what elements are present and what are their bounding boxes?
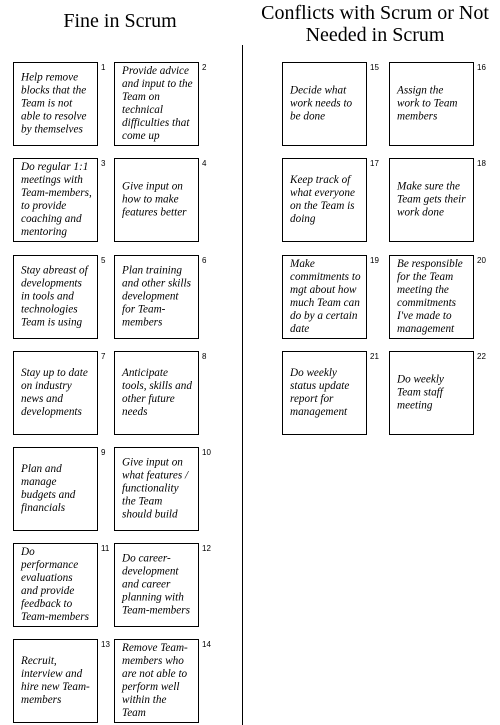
card-number: 16 <box>477 63 486 72</box>
card-8 <box>114 351 199 435</box>
card-text: Plan training and other skills development for Team-members <box>122 264 191 329</box>
card-19 <box>282 255 367 339</box>
card-6 <box>114 255 199 339</box>
card-text: Assign the work to Team members <box>397 84 458 123</box>
card-text: Make commitments to mgt about how much Team can do by a certain date <box>290 258 361 335</box>
card-number: 2 <box>202 63 207 72</box>
card-1 <box>13 62 98 146</box>
card-20 <box>389 255 474 339</box>
card-number: 13 <box>101 640 110 649</box>
card-text: Stay up to date on industry news and developments <box>21 367 88 418</box>
card-16 <box>389 62 474 146</box>
card-number: 1 <box>101 63 106 72</box>
card-text: Make sure the Team gets their work done <box>397 180 466 219</box>
card-number: 18 <box>477 159 486 168</box>
card-number: 15 <box>370 63 379 72</box>
card-text: Help remove blocks that the Team is not able to resolve by themselves <box>21 71 87 136</box>
card-number: 9 <box>101 448 106 457</box>
card-number: 7 <box>101 352 106 361</box>
heading-conflicts-with-scrum: Conflicts with Scrum or Not Needed in Scrum <box>261 2 489 46</box>
card-text: Stay abreast of developments in tools and technologies Team is using <box>21 264 88 329</box>
card-text: Do performance evaluations and provide feedback to Team-members <box>21 546 89 623</box>
card-text: Decide what work needs to be done <box>290 84 353 123</box>
card-text: Be responsible for the Team meeting the commitments I've made to management <box>397 258 463 335</box>
card-text: Give input on what features / functionality the Team should build <box>122 456 189 521</box>
heading-fine-in-scrum: Fine in Scrum <box>63 10 177 32</box>
card-7 <box>13 351 98 435</box>
card-13 <box>13 639 98 723</box>
card-number: 22 <box>477 352 486 361</box>
card-text: Keep track of what everyone on the Team is doing <box>290 174 355 225</box>
card-text: Remove Team-members who are not able to perform well within the Team <box>122 642 188 719</box>
card-number: 19 <box>370 256 379 265</box>
card-text: Do weekly status update report for management <box>290 367 350 418</box>
card-14 <box>114 639 199 723</box>
card-text: Give input on how to make features better <box>122 180 187 219</box>
card-text: Plan and manage budgets and financials <box>21 463 76 514</box>
card-number: 14 <box>202 640 211 649</box>
card-number: 6 <box>202 256 207 265</box>
card-text: Recruit, interview and hire new Team-members <box>21 655 90 706</box>
card-number: 3 <box>101 159 106 168</box>
card-4 <box>114 158 199 242</box>
card-2 <box>114 62 199 146</box>
card-number: 10 <box>202 448 211 457</box>
card-18 <box>389 158 474 242</box>
card-number: 5 <box>101 256 106 265</box>
card-number: 12 <box>202 544 211 553</box>
card-text: Anticipate tools, skills and other future needs <box>122 367 192 418</box>
card-number: 11 <box>101 544 110 553</box>
card-9 <box>13 447 98 531</box>
card-22 <box>389 351 474 435</box>
column-divider <box>242 45 243 725</box>
card-text: Do career-development and career planning with Team-members <box>122 552 190 617</box>
card-21 <box>282 351 367 435</box>
card-text: Do weekly Team staff meeting <box>397 373 444 412</box>
card-number: 4 <box>202 159 207 168</box>
card-5 <box>13 255 98 339</box>
card-number: 20 <box>477 256 486 265</box>
card-number: 8 <box>202 352 207 361</box>
card-text: Do regular 1:1 meetings with Team-members, to provide coaching and mentoring <box>21 161 92 238</box>
card-11 <box>13 543 98 627</box>
card-15 <box>282 62 367 146</box>
card-number: 21 <box>370 352 379 361</box>
card-text: Provide advice and input to the Team on technical difficulties that come up <box>122 65 193 142</box>
card-10 <box>114 447 199 531</box>
card-12 <box>114 543 199 627</box>
card-number: 17 <box>370 159 379 168</box>
card-3 <box>13 158 98 242</box>
card-17 <box>282 158 367 242</box>
